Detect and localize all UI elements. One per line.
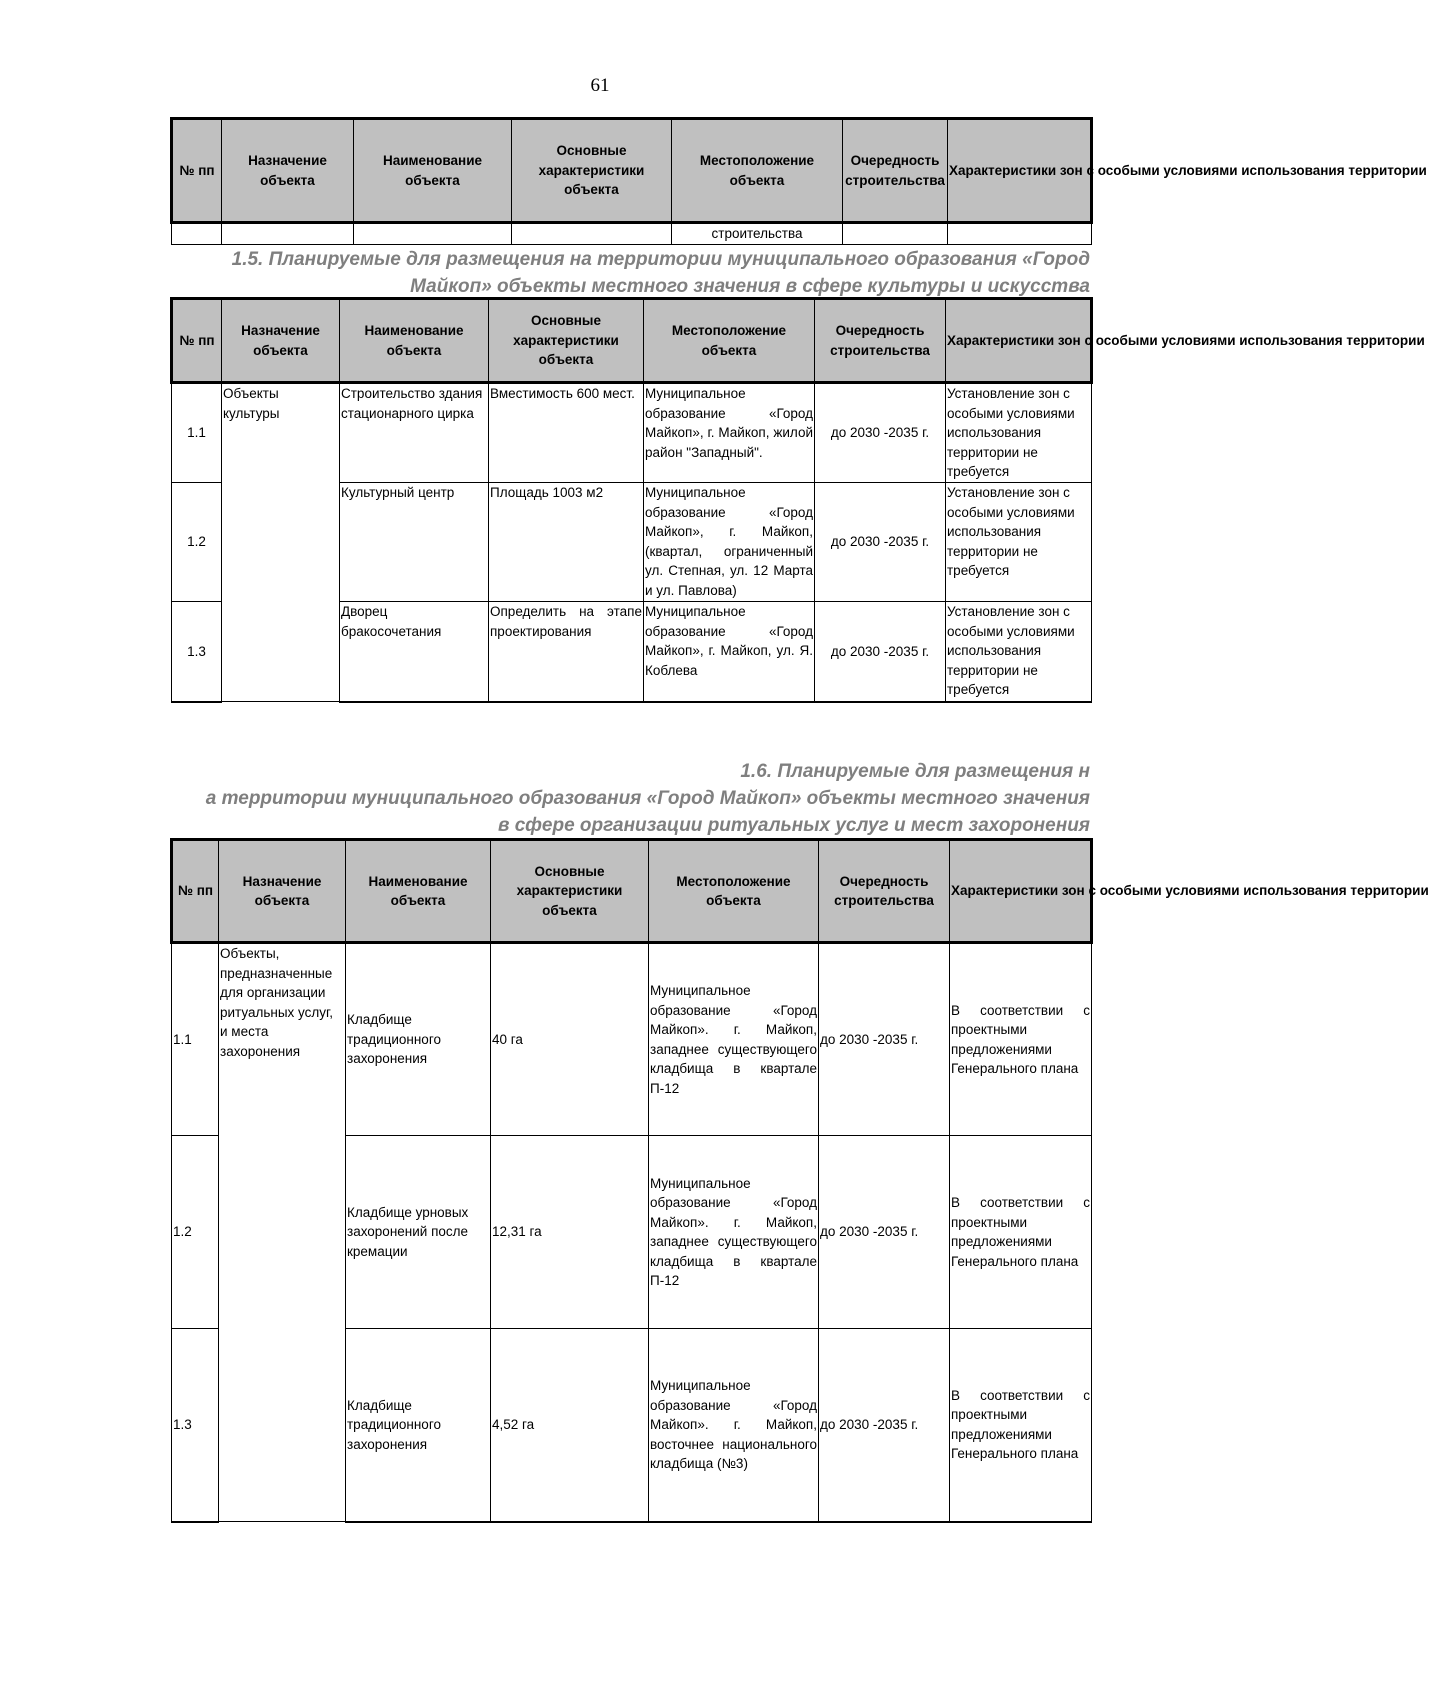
construction-stage: до 2030 -2035 г. [815,383,946,483]
row-number: 1.3 [172,602,222,702]
title-line: 1.5. Планируемые для размещения на территории муниципального образования «Город [231,249,1090,270]
column-header: Местоположение объекта [649,840,819,943]
column-header: Основные характеристики объекта [491,840,649,943]
column-header: Местоположение объекта [644,299,815,383]
construction-stage: до 2030 -2035 г. [819,943,950,1136]
object-characteristics: Определить на этапе проектирования [489,602,644,702]
column-header: Назначение объекта [219,840,346,943]
object-name: Строительство здания стационарного цирка [340,383,489,483]
title-line: в сфере организации ритуальных услуг и мест захоронения [498,815,1090,836]
row-number: 1.2 [172,483,222,602]
object-name: Кладбище урновых захоронений после кремации [346,1136,491,1329]
object-location: Муниципальное образование «Город Майкоп», г. Майкоп, жилой район "Западный". [644,383,815,483]
object-location: Муниципальное образование «Город Майкоп», г. Майкоп, ул. Я. Коблева [644,602,815,702]
object-characteristics: 4,52 га [491,1329,649,1522]
table-row [172,383,1092,483]
column-header: Основные характеристики объекта [489,299,644,383]
zone-characteristics: В соответствии с проектными предложениями Генерального плана [950,943,1092,1136]
zone-characteristics: В соответствии с проектными предложениями Генерального плана [950,1329,1092,1522]
object-characteristics: 40 га [491,943,649,1136]
table-cell [512,223,672,245]
object-purpose: Объекты культуры [222,383,340,702]
row-number: 1.1 [172,383,222,483]
column-header: Наименование объекта [346,840,491,943]
object-characteristics: Вместимость 600 мест. [489,383,644,483]
table-header-row [172,840,1092,943]
construction-stage: до 2030 -2035 г. [819,1136,950,1329]
column-header: Очередность строительства [843,119,948,223]
column-header: Назначение объекта [222,299,340,383]
continuation-cell: строительства [672,223,843,245]
section-title-1-6 [170,758,1090,839]
column-header: Характеристики зон с особыми условиями использования территории [946,299,1092,383]
title-line: а территории муниципального образования «Город Майкоп» объекты местного значения [205,788,1090,809]
object-purpose: Объекты, предназначенные для организации ритуальных услуг, и места захоронения [219,943,346,1522]
section-title-1-5 [170,246,1090,300]
column-header: № пп [172,119,222,223]
table-header-row [172,299,1092,383]
zone-characteristics: Установление зон с особыми условиями использования территории не требуется [946,483,1092,602]
table-row [172,943,1092,1136]
object-location: Муниципальное образование «Город Майкоп». г. Майкоп, западнее существующего кладбища в квартале П-12 [649,943,819,1136]
column-header: Очередность строительства [815,299,946,383]
column-header: Наименование объекта [354,119,512,223]
object-location: Муниципальное образование «Город Майкоп». г. Майкоп, западнее существующего кладбища в квартале П-12 [649,1136,819,1329]
title-line: 1.6. Планируемые для размещения н [740,761,1090,782]
object-name: Кладбище традиционного захоронения [346,1329,491,1522]
table-cell [948,223,1092,245]
table-cell [222,223,354,245]
title-line: Майкоп» объекты местного значения в сфере культуры и искусства [410,276,1090,297]
column-header: Характеристики зон с особыми условиями использования территории [948,119,1092,223]
object-location: Муниципальное образование «Город Майкоп», г. Майкоп, (квартал, ограниченный ул. Степная, ул. 12 Марта и ул. Павлова) [644,483,815,602]
table-culture [170,297,1425,703]
zone-characteristics: В соответствии с проектными предложениями Генерального плана [950,1136,1092,1329]
object-characteristics: 12,31 га [491,1136,649,1329]
column-header: Характеристики зон с особыми условиями использования территории [950,840,1092,943]
row-number: 1.1 [172,943,219,1136]
object-name: Культурный центр [340,483,489,602]
column-header: № пп [172,299,222,383]
construction-stage: до 2030 -2035 г. [819,1329,950,1522]
table-continuation [170,117,1427,245]
column-header: Наименование объекта [340,299,489,383]
zone-characteristics: Установление зон с особыми условиями использования территории не требуется [946,383,1092,483]
table-ritual [170,838,1429,1523]
table-row [172,223,1092,245]
zone-characteristics: Установление зон с особыми условиями использования территории не требуется [946,602,1092,702]
construction-stage: до 2030 -2035 г. [815,483,946,602]
column-header: № пп [172,840,219,943]
table-cell [354,223,512,245]
column-header: Местоположение объекта [672,119,843,223]
column-header: Назначение объекта [222,119,354,223]
page-number: 61 [590,75,610,96]
row-number: 1.2 [172,1136,219,1329]
object-name: Дворец бракосочетания [340,602,489,702]
object-name: Кладбище традиционного захоронения [346,943,491,1136]
object-characteristics: Площадь 1003 м2 [489,483,644,602]
construction-stage: до 2030 -2035 г. [815,602,946,702]
column-header: Очередность строительства [819,840,950,943]
object-location: Муниципальное образование «Город Майкоп». г. Майкоп, восточнее национального кладбища (№3) [649,1329,819,1522]
row-number: 1.3 [172,1329,219,1522]
table-cell [843,223,948,245]
table-header-row [172,119,1092,223]
table-cell [172,223,222,245]
column-header: Основные характеристики объекта [512,119,672,223]
